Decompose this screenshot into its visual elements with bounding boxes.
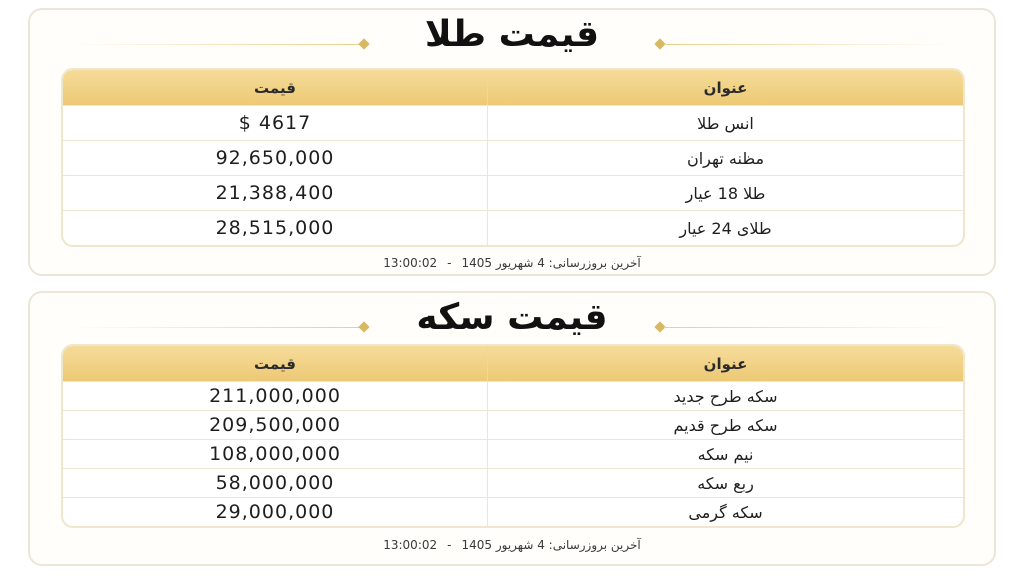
title-divider-right (664, 327, 954, 328)
title-cell: انس طلا (487, 106, 963, 140)
update-time: 13:00:02 (383, 538, 438, 552)
price-cell: 209,500,000 (209, 414, 341, 436)
update-separator: - (447, 256, 452, 270)
title-cell: سکه گرمی (487, 498, 963, 526)
gold-price-card (28, 8, 996, 276)
table-row (63, 105, 963, 140)
price-cell: 21,388,400 (215, 182, 335, 204)
coin-price-card (28, 291, 996, 566)
update-separator: - (447, 538, 452, 552)
title-column-header: عنوان (487, 346, 963, 381)
price-column-header: قیمت (254, 78, 296, 97)
coin-price-table (61, 344, 965, 528)
table-row (63, 140, 963, 175)
title-cell: سکه طرح قدیم (487, 411, 963, 439)
title-divider-right (664, 44, 954, 45)
price-cell: 28,515,000 (215, 217, 335, 239)
price-cell: 108,000,000 (209, 443, 341, 465)
table-row (63, 497, 963, 526)
title-cell: نیم سکه (487, 440, 963, 468)
gold-card-title: قیمت طلا (424, 14, 600, 55)
table-row (63, 410, 963, 439)
price-cell: 92,650,000 (215, 147, 335, 169)
table-row (63, 210, 963, 245)
price-column-header: قیمت (254, 354, 296, 373)
table-row (63, 439, 963, 468)
title-cell: سکه طرح جدید (487, 382, 963, 410)
last-update-footer (30, 256, 994, 270)
update-label: آخرین بروزرسانی: 4 شهریور 1405 (461, 538, 641, 552)
price-cell: 211,000,000 (209, 385, 341, 407)
title-cell: ربع سکه (487, 469, 963, 497)
gold-price-table (61, 68, 965, 247)
table-header (63, 70, 963, 105)
table-row (63, 175, 963, 210)
title-cell: طلا 18 عیار (487, 176, 963, 210)
update-label: آخرین بروزرسانی: 4 شهریور 1405 (461, 256, 641, 270)
title-cell: طلای 24 عیار (487, 211, 963, 245)
title-cell: مظنه تهران (487, 141, 963, 175)
last-update-footer (30, 538, 994, 552)
price-cell: $ 4617 (238, 112, 312, 134)
table-row (63, 381, 963, 410)
coin-card-title: قیمت سکه (416, 297, 608, 338)
update-time: 13:00:02 (383, 256, 438, 270)
table-header (63, 346, 963, 381)
price-cell: 29,000,000 (215, 501, 335, 523)
table-row (63, 468, 963, 497)
price-cell: 58,000,000 (215, 472, 335, 494)
title-column-header: عنوان (487, 70, 963, 105)
